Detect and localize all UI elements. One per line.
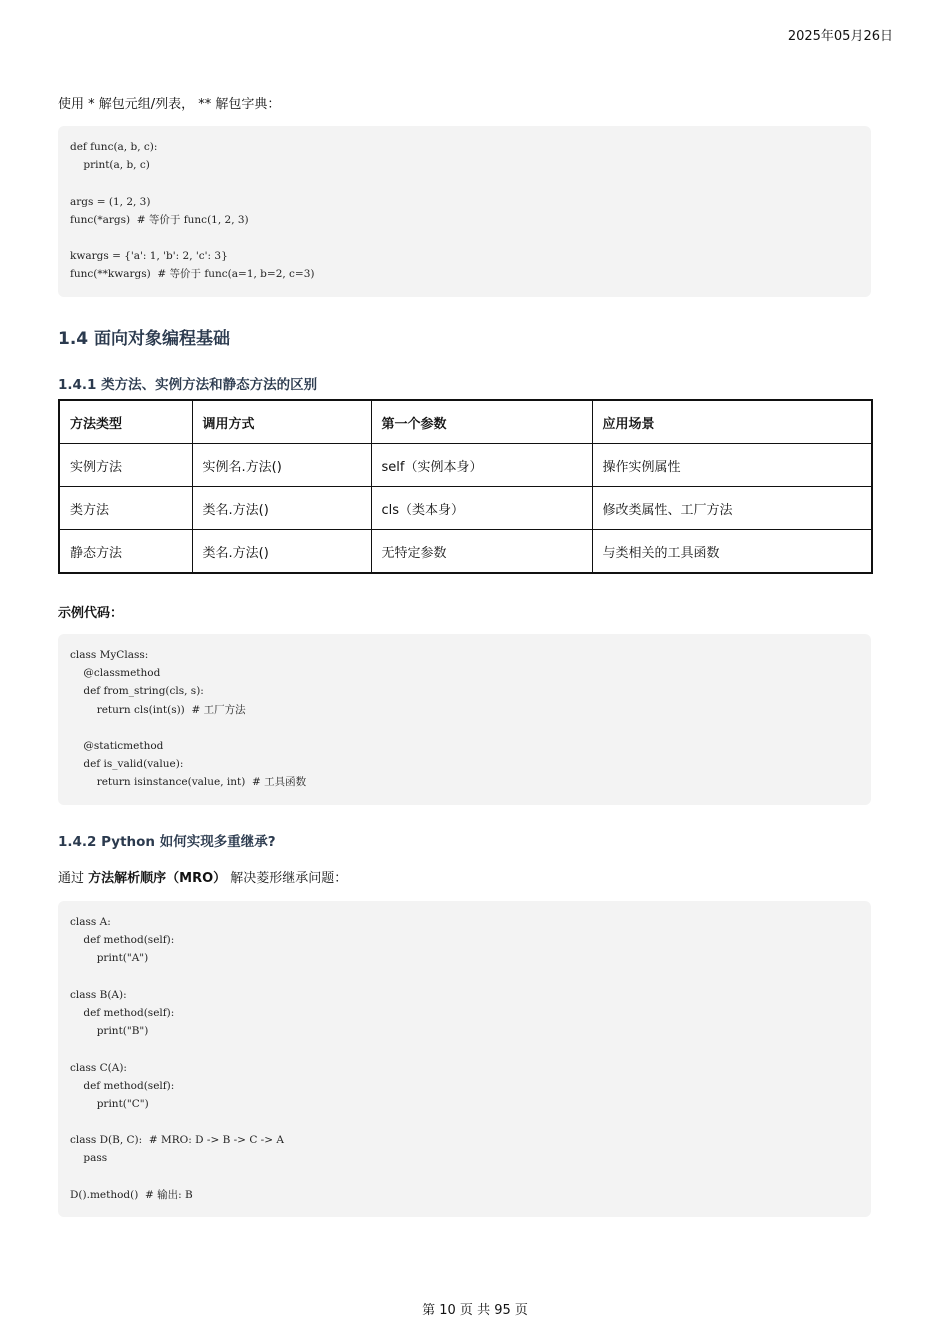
code-line: @staticmethod [70, 739, 164, 752]
code-line: def is_valid(value): [70, 758, 184, 771]
code-line: def method(self): [70, 1079, 175, 1092]
table-header-cell: 调用方式 [192, 400, 371, 444]
mro-intro [58, 867, 347, 886]
code-line [70, 174, 859, 192]
section-title: 1.4 面向对象编程基础 [58, 329, 231, 349]
table-row [59, 487, 872, 530]
code-line: D().method() # 输出: B [70, 1188, 193, 1201]
code-block-unpack [58, 126, 871, 297]
code-line [70, 1168, 859, 1186]
table-header-cell: 应用场景 [592, 400, 872, 444]
document-date: 2025年05月26日 [787, 29, 893, 44]
code-block-mro [58, 901, 871, 1217]
table-cell: 与类相关的工具函数 [592, 530, 872, 574]
code-line [70, 719, 859, 737]
code-line: print(a, b, c) [70, 159, 150, 172]
table-cell: self（实例本身） [371, 444, 592, 487]
code-line: class B(A): [70, 988, 127, 1001]
code-line: @classmethod [70, 667, 161, 680]
code-line [70, 1113, 859, 1131]
table-cell: 静态方法 [59, 530, 192, 574]
table-header-row [59, 400, 872, 444]
table-cell: 实例方法 [59, 444, 192, 487]
table-cell: 操作实例属性 [592, 444, 872, 487]
example-label: 示例代码： [58, 606, 124, 621]
methods-comparison-table [58, 399, 873, 574]
table-header-cell: 方法类型 [59, 400, 192, 444]
table-row [59, 530, 872, 574]
code-line: def func(a, b, c): [70, 141, 158, 153]
code-line: def from_string(cls, s): [70, 685, 204, 698]
table-cell: 修改类属性、工厂方法 [592, 487, 872, 530]
code-block-class-methods [58, 634, 871, 805]
code-line [70, 968, 859, 986]
code-line: return isinstance(value, int) # 工具函数 [70, 776, 307, 789]
code-line: print("B") [70, 1025, 149, 1038]
mro-intro-prefix: 通过 [58, 871, 89, 886]
page-number: 第 10 页 共 95 页 [422, 1303, 528, 1318]
table-cell: 无特定参数 [371, 530, 592, 574]
code-line: func(*args) # 等价于 func(1, 2, 3) [70, 213, 249, 226]
mro-intro-suffix: 解决菱形继承问题： [226, 871, 348, 886]
table-cell: 类名.方法() [192, 530, 371, 574]
code-line: return cls(int(s)) # 工厂方法 [70, 703, 246, 716]
code-line: func(**kwargs) # 等价于 func(a=1, b=2, c=3) [70, 268, 315, 281]
table-cell: 实例名.方法() [192, 444, 371, 487]
table-row [59, 444, 872, 487]
code-line: class MyClass: [70, 649, 149, 661]
code-line: args = (1, 2, 3) [70, 195, 151, 208]
code-line: pass [70, 1152, 108, 1165]
code-line: class D(B, C): # MRO: D -> B -> C -> A [70, 1134, 284, 1147]
table-cell: cls（类本身） [371, 487, 592, 530]
table-header-cell: 第一个参数 [371, 400, 592, 444]
subsection-title-inheritance: 1.4.2 Python 如何实现多重继承? [58, 834, 276, 850]
code-line: kwargs = {'a': 1, 'b': 2, 'c': 3} [70, 250, 228, 263]
unpack-intro: 使用 * 解包元组/列表， ** 解包字典： [58, 97, 281, 112]
code-line: print("C") [70, 1097, 149, 1110]
code-line: class A: [70, 916, 111, 928]
subsection-title-methods: 1.4.1 类方法、实例方法和静态方法的区别 [58, 377, 318, 393]
code-line: def method(self): [70, 934, 175, 947]
table-cell: 类名.方法() [192, 487, 371, 530]
mro-intro-bold: 方法解析顺序（MRO） [88, 871, 227, 886]
code-line [70, 229, 859, 247]
code-line: def method(self): [70, 1006, 175, 1019]
table-cell: 类方法 [59, 487, 192, 530]
code-line [70, 1040, 859, 1058]
code-line: print("A") [70, 952, 149, 965]
code-line: class C(A): [70, 1061, 127, 1074]
